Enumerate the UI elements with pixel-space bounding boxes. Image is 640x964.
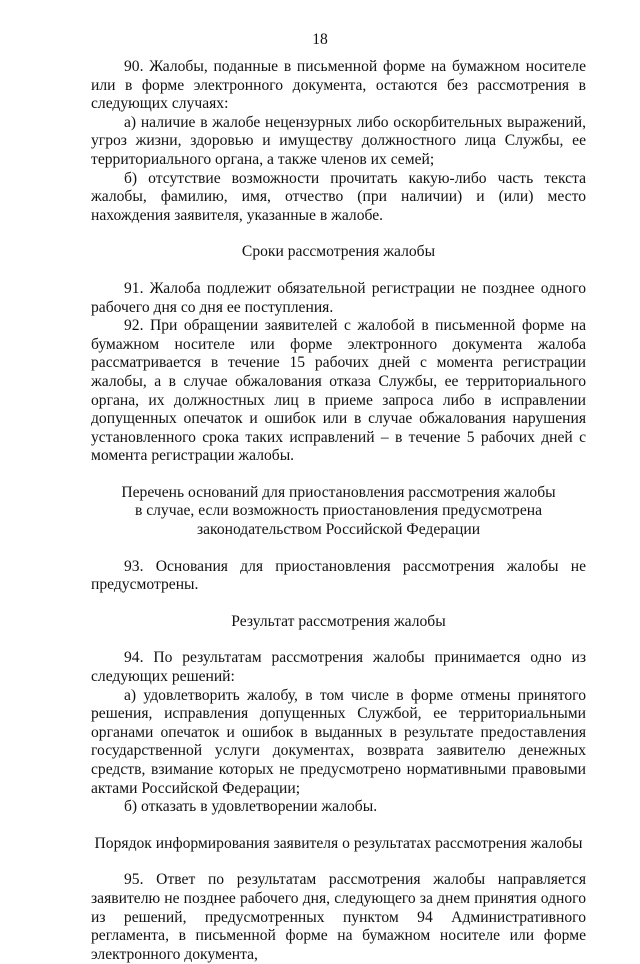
- paragraph-90: 90. Жалобы, поданные в письменной форме на бумажном носителе или в форме электронного документа, остаются без рассмотрения в следующих случаях:: [91, 58, 586, 113]
- heading-review-deadlines: Сроки рассмотрения жалобы: [241, 243, 436, 261]
- heading-review-result: Результат рассмотрения жалобы: [231, 612, 446, 630]
- paragraph-93: 93. Основания для приостановления рассмотрения жалобы не предусмотрены.: [91, 557, 586, 594]
- paragraph-90-a: а) наличие в жалобе нецензурных либо оскорбительных выражений, угроз жизни, здоровью и имуществу должностного лица Службы, ее территориального органа, а также членов их семей;: [91, 113, 586, 168]
- page-number: 18: [312, 31, 328, 48]
- heading-informing-procedure: Порядок информирования заявителя о результатах рассмотрения жалобы: [94, 834, 583, 852]
- paragraph-95: 95. Ответ по результатам рассмотрения жалобы направляется заявителю не позднее рабочего дня, следующего за днем принятия одного из решений, предусмотренных пунктом 94 Административного регламента, в письменной форме на бумажном носителе или форме электронного документа,: [91, 871, 586, 963]
- paragraph-92: 92. При обращении заявителей с жалобой в письменной форме на бумажном носителе или форме электронного документа жалоба рассматривается в течение 15 рабочих дней с момента регистрации жалобы, а в случае обжалования отказа Службы, ее территориального органа, их должностных лиц в приеме запроса либо в исправлении допущенных опечаток и ошибок или в случае обжалования нарушения установленного срока таких исправлений – в течение 5 рабочих дней с момента регистрации жалобы.: [91, 317, 586, 465]
- heading-suspension-line-3: законодательством Российской Федерации: [196, 521, 481, 539]
- paragraph-94-a: а) удовлетворить жалобу, в том числе в форме отмены принятого решения, исправления допущенных Службой, ее территориальными органами опечаток и ошибок в выданных в результате предоставления государственной услуги документах, возврата заявителю денежных средств, взимание которых не предусмотрено нормативными правовыми актами Российской Федерации;: [91, 686, 586, 797]
- document-body: [91, 58, 586, 964]
- heading-suspension-grounds: [91, 484, 586, 540]
- heading-suspension-line-2: в случае, если возможность приостановления предусмотрена: [134, 502, 543, 520]
- paragraph-94-b: б) отказать в удовлетворении жалобы.: [124, 798, 378, 816]
- paragraph-90-b: б) отсутствие возможности прочитать какую-либо часть текста жалобы, фамилию, имя, отчество (при наличии) и (или) место нахождения заявителя, указанные в жалобе.: [91, 169, 586, 224]
- paragraph-91: 91. Жалоба подлежит обязательной регистрации не позднее одного рабочего дня со дня ее поступления.: [91, 279, 586, 316]
- heading-suspension-line-1: Перечень оснований для приостановления рассмотрения жалобы: [121, 483, 556, 501]
- paragraph-94: 94. По результатам рассмотрения жалобы принимается одно из следующих решений:: [91, 649, 586, 686]
